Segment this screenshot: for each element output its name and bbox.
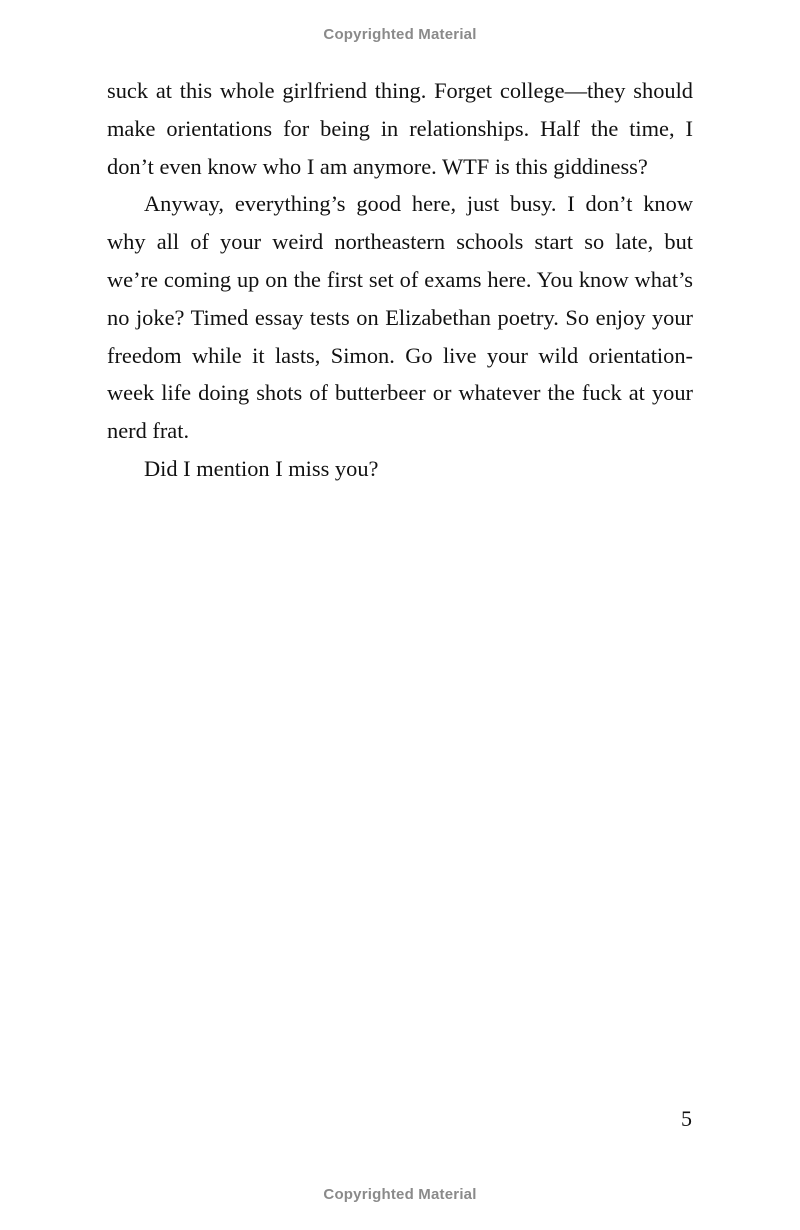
page-number: 5 (681, 1106, 692, 1131)
paragraph: Did I mention I miss you? (144, 455, 379, 481)
paragraph: Anyway, everything’s good here, just busy. I don’t know why all of your weird northeastern schools start so late, but we’re coming up on the first set of exams here. You know what’s no joke? Timed essay tests on Elizabethan poetry. So enjoy your freedom while it lasts, Simon. Go live your wild orientation-week life doing shots of butterbeer or whatever the fuck at your nerd frat. (107, 191, 693, 444)
copyright-watermark-top: Copyrighted Material (323, 26, 477, 43)
page-body (107, 72, 693, 488)
paragraph-continuation: suck at this whole girlfriend thing. Forget college—they should make orientations for being in relationships. Half the time, I don’t even know who I am anymore. WTF is this giddiness? (107, 78, 693, 179)
copyright-watermark-bottom: Copyrighted Material (323, 1186, 477, 1203)
